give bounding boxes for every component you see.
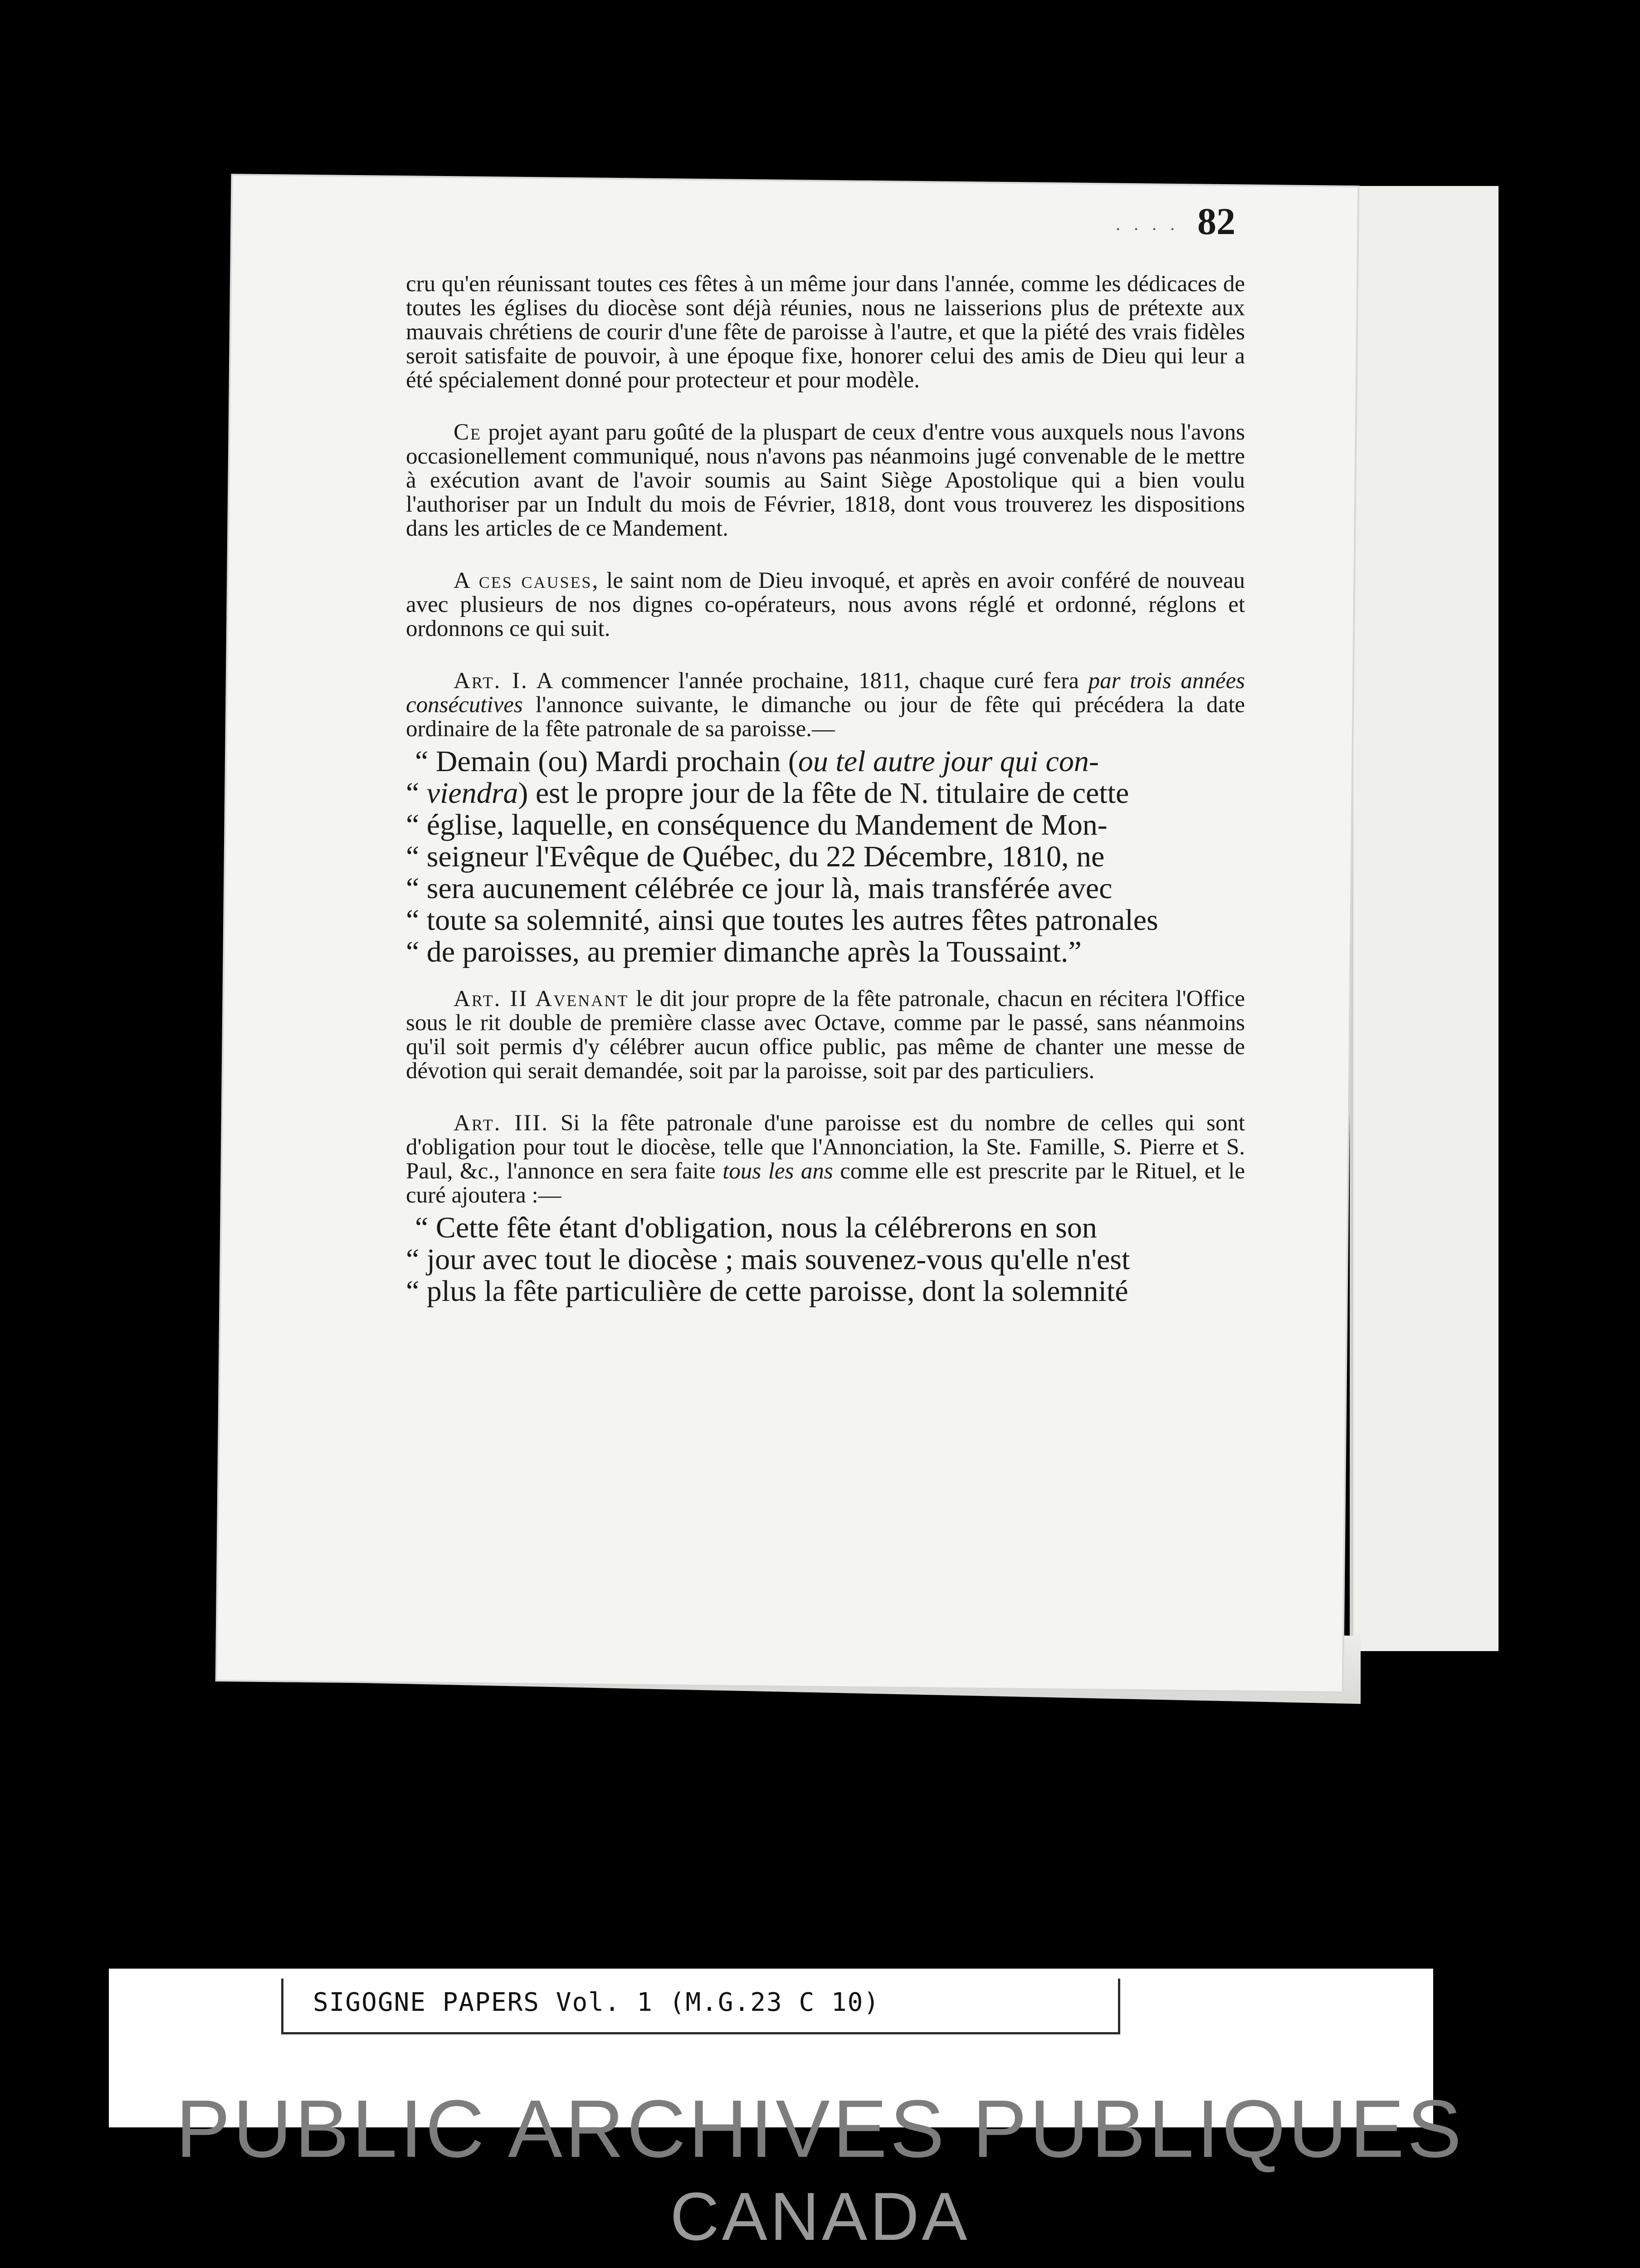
quote1-line-4: “ seigneur l'Evêque de Québec, du 22 Décembre, 1810, ne — [406, 840, 1105, 873]
paragraph-1: cru qu'en réunissant toutes ces fêtes à un même jour dans l'année, comme les dédicaces de toutes les églises du diocèse sont déjà réunies, nous ne laisserions plus de prétexte aux mauvais chrétiens de courir d'une fête de paroisse à l'autre, et que la piété des vrais fidèles seroit satisfaite de pouvoir, à une époque fixe, honorer celui des amis de Dieu qui leur a été spécialement donné pour protecteur et pour modèle. — [406, 271, 1245, 393]
adjacent-page-edge — [1350, 186, 1498, 1651]
announcement-quote-2 — [406, 1212, 1245, 1307]
quote1-line-6: “ toute sa solemnité, ainsi que toutes les autres fêtes patronales — [406, 904, 1158, 937]
article-3: Art. III. Si la fête patronale d'une paroisse est du nombre de celles qui sont d'obligation pour tout le diocèse, telle que l'Annonciation, la Ste. Famille, S. Pierre et S. Paul, &c., l'annonce en sera faite tous les ans comme elle est prescrite par le Rituel, et le curé ajoutera :— — [406, 1110, 1245, 1208]
page-number: 82 — [1197, 200, 1235, 243]
reference-label: SIGOGNE PAPERS Vol. 1 (M.G.23 C 10) — [313, 1988, 880, 2017]
quote1-line-1: “ Demain (ou) Mardi prochain (ou tel autre jour qui con- — [415, 745, 1099, 778]
quote2-line-2: “ jour avec tout le diocèse ; mais souvenez-vous qu'elle n'est — [406, 1243, 1130, 1276]
corner-dots: . . . . — [1116, 214, 1179, 234]
quote2-line-3: “ plus la fête particulière de cette paroisse, dont la solemnité — [406, 1275, 1128, 1308]
quote1-line-5: “ sera aucunement célébrée ce jour là, mais transférée avec — [406, 872, 1113, 905]
quote1-line-2: “ viendra) est le propre jour de la fête de N. titulaire de cette — [406, 777, 1129, 810]
paragraph-2: Ce projet ayant paru goûté de la pluspart de ceux d'entre vous auxquels nous l'avons occasionellement communiqué, nous n'avons pas néanmoins jugé convenable de le mettre à exécution avant de l'avoir soumis au Saint Siège Apostolique qui a bien voulu l'authoriser par un Indult du mois de Février, 1818, dont vous trouverez les dispositions dans les articles de ce Mandement. — [406, 420, 1245, 541]
document-body — [406, 272, 1245, 1326]
quote1-line-3: “ église, laquelle, en conséquence du Mandement de Mon- — [406, 808, 1108, 841]
archive-stamp-line-2: CANADA — [670, 2178, 970, 2254]
archive-stamp-line-1: PUBLIC ARCHIVES PUBLIQUES — [176, 2083, 1464, 2175]
paragraph-3: A ces causes, le saint nom de Dieu invoqué, et après en avoir conféré de nouveau avec plusieurs de nos dignes co-opérateurs, nous avons réglé et ordonné, réglons et ordonnons ce qui suit. — [406, 568, 1245, 641]
article-2: Art. II Avenant le dit jour propre de la fête patronale, chacun en récitera l'Office sous le rit double de première classe avec Octave, comme par le passé, sans néanmoins qu'il soit permis d'y célébrer aucun office public, pas même de chanter une messe de dévotion qui serait demandée, soit par la paroisse, soit par des particuliers. — [406, 986, 1245, 1084]
announcement-quote-1 — [406, 746, 1245, 968]
quote1-line-7: “ de paroisses, au premier dimanche après la Toussaint.” — [406, 935, 1082, 968]
article-1: Art. I. A commencer l'année prochaine, 1811, chaque curé fera par trois années consécutives l'annonce suivante, le dimanche ou jour de fête qui précédera la date ordinaire de la fête patronale de sa paroisse.— — [406, 668, 1245, 742]
quote2-line-1: “ Cette fête étant d'obligation, nous la célébrerons en son — [415, 1211, 1097, 1244]
